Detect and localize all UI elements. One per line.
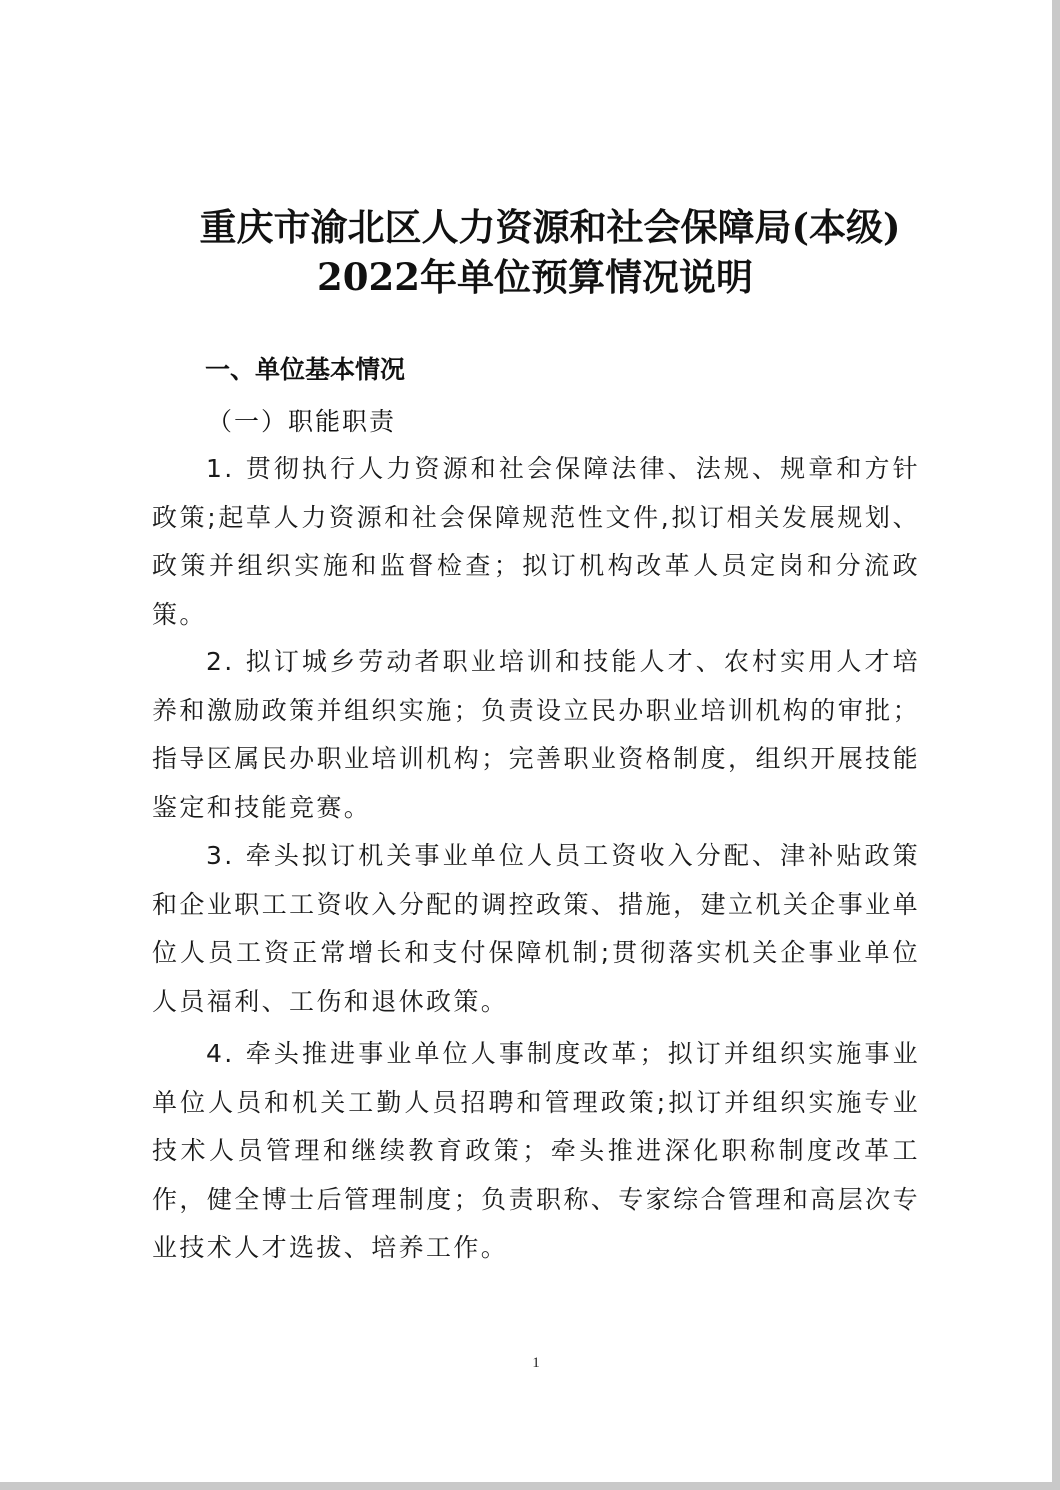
page-number: 1 (532, 1355, 540, 1371)
paragraph-1: 1. 贯彻执行人力资源和社会保障法律、法规、规章和方针政策;起草人力资源和社会保障规范性文件,拟订相关发展规划、政策并组织实施和监督检查；拟订机构改革人员定岗和分流政策。 (152, 454, 920, 629)
subsection-heading: （一）职能职责 (207, 407, 397, 436)
paragraph-4: 4. 牵头推进事业单位人事制度改革；拟订并组织实施事业单位人员和机关工勤人员招聘和管理政策;拟订并组织实施专业技术人员管理和继续教育政策；牵头推进深化职称制度改革工作，健全博士后管理制度；负责职称、专家综合管理和高层次专业技术人才选拔、培养工作。 (152, 1039, 920, 1262)
document-title-line-1: 重庆市渝北区人力资源和社会保障局(本级) (199, 205, 901, 249)
section-heading: 一、单位基本情况 (205, 355, 406, 384)
paragraph-3: 3. 牵头拟订机关事业单位人员工资收入分配、津补贴政策和企业职工工资收入分配的调控政策、措施，建立机关企事业单位人员工资正常增长和支付保障机制;贯彻落实机关企事业单位人员福利、工伤和退休政策。 (152, 841, 920, 1016)
paragraph-2: 2. 拟订城乡劳动者职业培训和技能人才、农村实用人才培养和激励政策并组织实施；负责设立民办职业培训机构的审批；指导区属民办职业培训机构；完善职业资格制度，组织开展技能鉴定和技能竞赛。 (152, 647, 920, 822)
document-title-line-2: 2022年单位预算情况说明 (317, 255, 753, 299)
